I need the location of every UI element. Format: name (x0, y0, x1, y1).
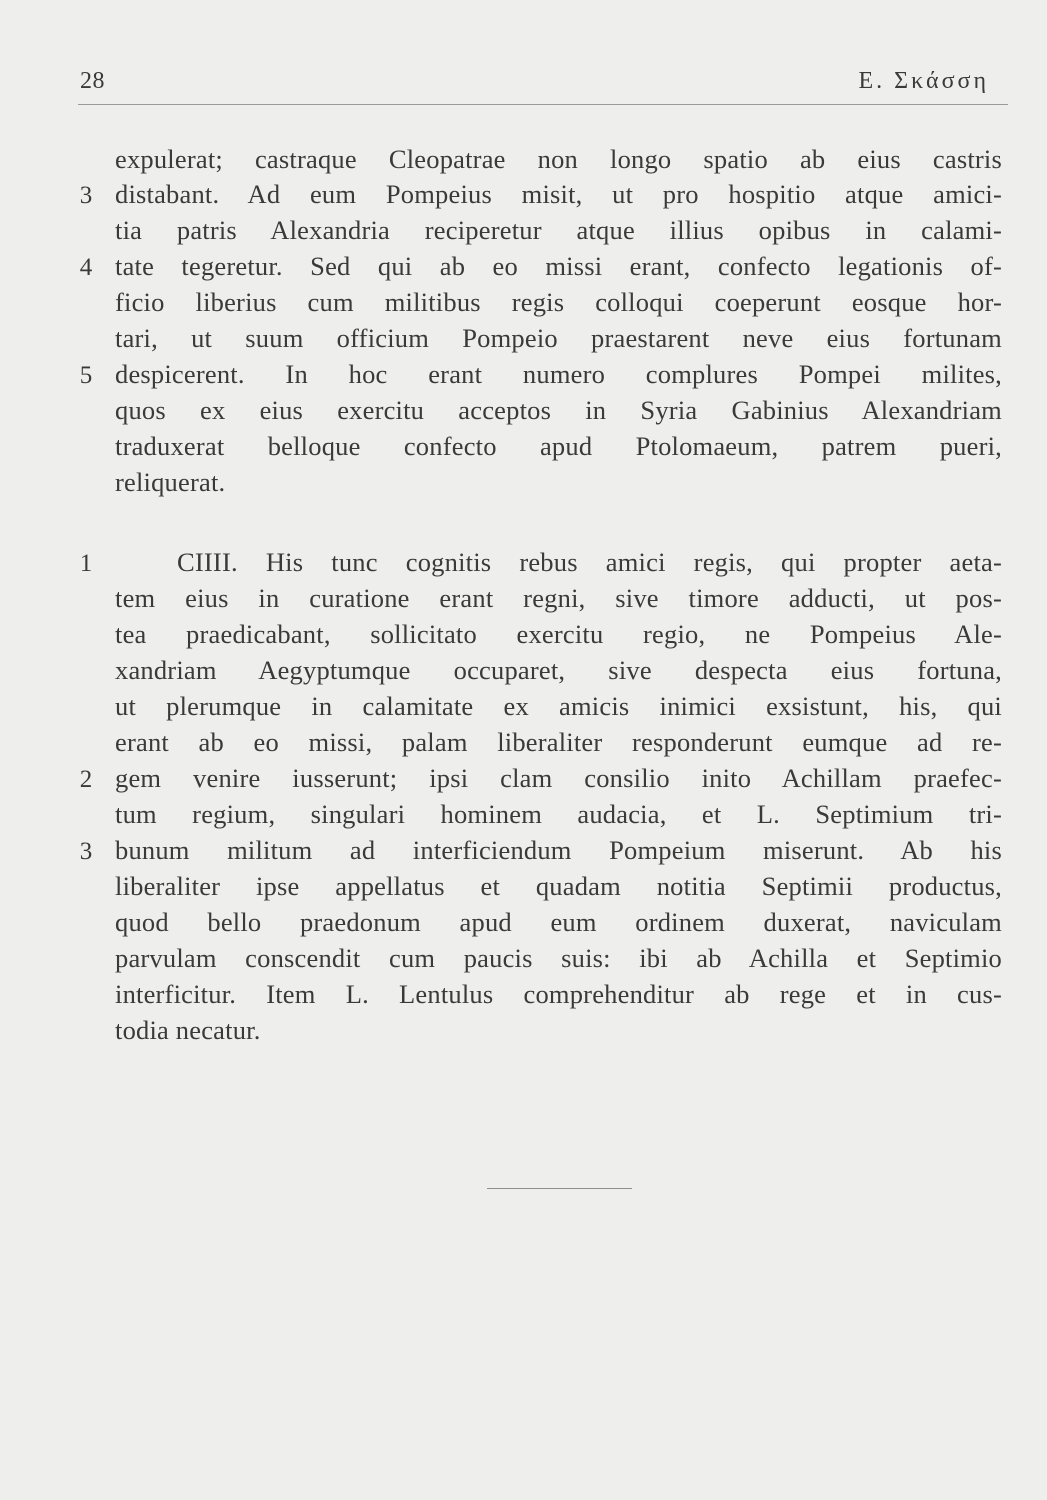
text-line: parvulam conscendit cum paucis suis: ibi ab Achilla et Septimio (115, 943, 1002, 973)
text-line: quos ex eius exercitu acceptos in Syria Gabinius Alexandriam (115, 395, 1002, 425)
text-line: distabant. Ad eum Pompeius misit, ut pro hospitio atque amici- (115, 179, 1002, 209)
text-line: reliquerat. (115, 467, 226, 497)
text-line: todia necatur. (115, 1015, 261, 1045)
text-line: interficitur. Item L. Lentulus comprehenditur ab rege et in cus- (115, 979, 1002, 1009)
text-line: tia patris Alexandria reciperetur atque illius opibus in calami- (115, 215, 1002, 245)
text-line: erant ab eo missi, palam liberaliter responderunt eumque ad re- (115, 727, 1002, 757)
margin-number: 4 (79, 254, 93, 281)
running-head: E. Σκάσση (858, 68, 989, 94)
text-line: ficio liberius cum militibus regis colloqui coeperunt eosque hor- (115, 287, 1002, 317)
page-number: 28 (80, 68, 105, 94)
text-line: traduxerat belloque confecto apud Ptolomaeum, patrem pueri, (115, 431, 1002, 461)
text-line: liberaliter ipse appellatus et quadam notitia Septimii productus, (115, 871, 1002, 901)
margin-number: 2 (79, 766, 93, 793)
margin-number: 3 (79, 182, 93, 209)
text-line: tum regium, singulari hominem audacia, et L. Septimium tri- (115, 799, 1002, 829)
text-line: xandriam Aegyptumque occuparet, sive despecta eius fortuna, (115, 655, 1002, 685)
text-line: tate tegeretur. Sed qui ab eo missi erant, confecto legationis of- (115, 251, 1002, 281)
text-line: quod bello praedonum apud eum ordinem duxerat, naviculam (115, 907, 1002, 937)
text-line: gem venire iusserunt; ipsi clam consilio inito Achillam praefec- (115, 763, 1002, 793)
end-rule (487, 1188, 632, 1189)
text-line: tem eius in curatione erant regni, sive timore adducti, ut pos- (115, 583, 1002, 613)
text-line: bunum militum ad interficiendum Pompeium miserunt. Ab his (115, 835, 1002, 865)
text-line: expulerat; castraque Cleopatrae non longo spatio ab eius castris (115, 144, 1002, 174)
header-rule (78, 104, 1008, 105)
margin-number: 3 (79, 838, 93, 865)
text-line: despicerent. In hoc erant numero complures Pompei milites, (115, 359, 1002, 389)
text-line: tari, ut suum officium Pompeio praestarent neve eius fortunam (115, 323, 1002, 353)
text-line: CIIII. His tunc cognitis rebus amici regis, qui propter aeta- (177, 547, 1002, 577)
text-line: tea praedicabant, sollicitato exercitu regio, ne Pompeius Ale- (115, 619, 1002, 649)
margin-number: 1 (79, 550, 93, 577)
text-line: ut plerumque in calamitate ex amicis inimici exsistunt, his, qui (115, 691, 1002, 721)
margin-number: 5 (79, 362, 93, 389)
